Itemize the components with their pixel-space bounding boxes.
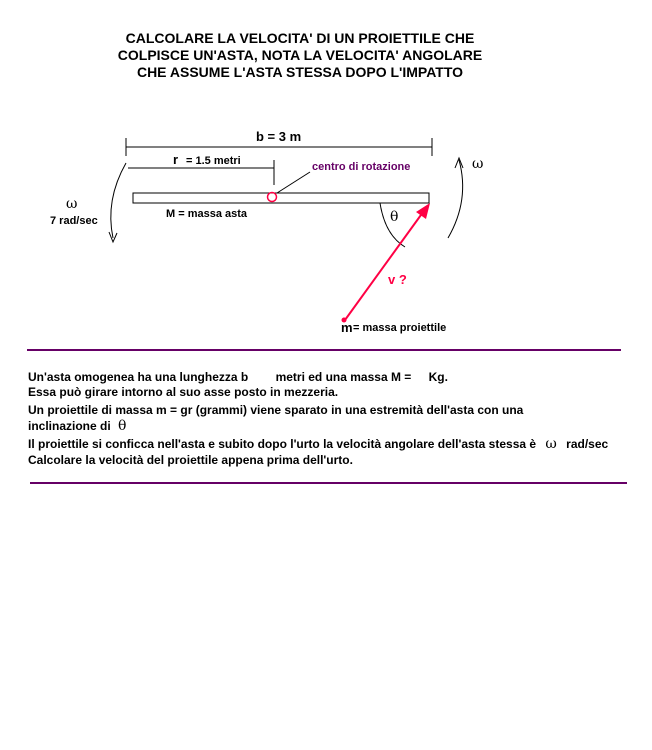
omega-left-symbol: ω [66,196,78,212]
r-value: = 1.5 metri [186,155,241,167]
centro-leader-line [277,172,310,193]
b-label: b = 3 m [256,129,302,144]
right-rotation-arc [448,160,463,238]
mass-rod-label: M = massa asta [166,208,248,220]
problem-line-4-theta: θ [118,418,127,434]
projectile-arrowhead [416,203,430,219]
problem-line-1-part-b: metri ed una massa M = [275,370,412,384]
problem-line-3: Un proiettile di massa m = gr (grammi) viene sparato in una estremità dell'asta con una [28,403,524,417]
m-description: = massa proiettile [353,322,447,334]
problem-line-1-part-a: Un'asta omogenea ha una lunghezza b [28,370,249,384]
projectile-velocity-arrow [345,208,426,320]
r-label: r [173,152,179,167]
problem-line-4-part-a: inclinazione di [28,419,111,433]
problem-line-2: Essa può girare intorno al suo asse posto in mezzeria. [28,385,339,399]
problem-line-6: Calcolare la velocità del proiettile appena prima dell'urto. [28,453,353,467]
omega-left-value: 7 rad/sec [50,215,98,227]
rod [133,193,429,203]
problem-line-4 [28,418,126,434]
problem-line-1 [28,370,448,384]
problem-line-5 [28,436,608,452]
left-rotation-arc [111,163,126,238]
right-arc-arrowhead [455,158,463,168]
problem-line-5-part-c: rad/sec [566,437,609,451]
m-symbol: m [341,320,353,335]
title-line-3: CHE ASSUME L'ASTA STESSA DOPO L'IMPATTO [136,64,464,80]
theta-symbol: θ [390,209,399,225]
title-line-2: COLPISCE UN'ASTA, NOTA LA VELOCITA' ANGOLARE [117,47,483,63]
problem-line-5-part-a: Il proiettile si conficca nell'asta e subito dopo l'urto la velocità angolare dell'asta stessa è [28,437,537,451]
title-line-1: CALCOLARE LA VELOCITA' DI UN PROIETTILE CHE [125,30,475,46]
omega-right-symbol: ω [472,156,484,172]
velocity-label: v ? [388,272,407,287]
centro-label: centro di rotazione [312,161,411,173]
problem-line-1-part-c: Kg. [428,370,448,384]
problem-line-5-omega: ω [545,436,557,452]
